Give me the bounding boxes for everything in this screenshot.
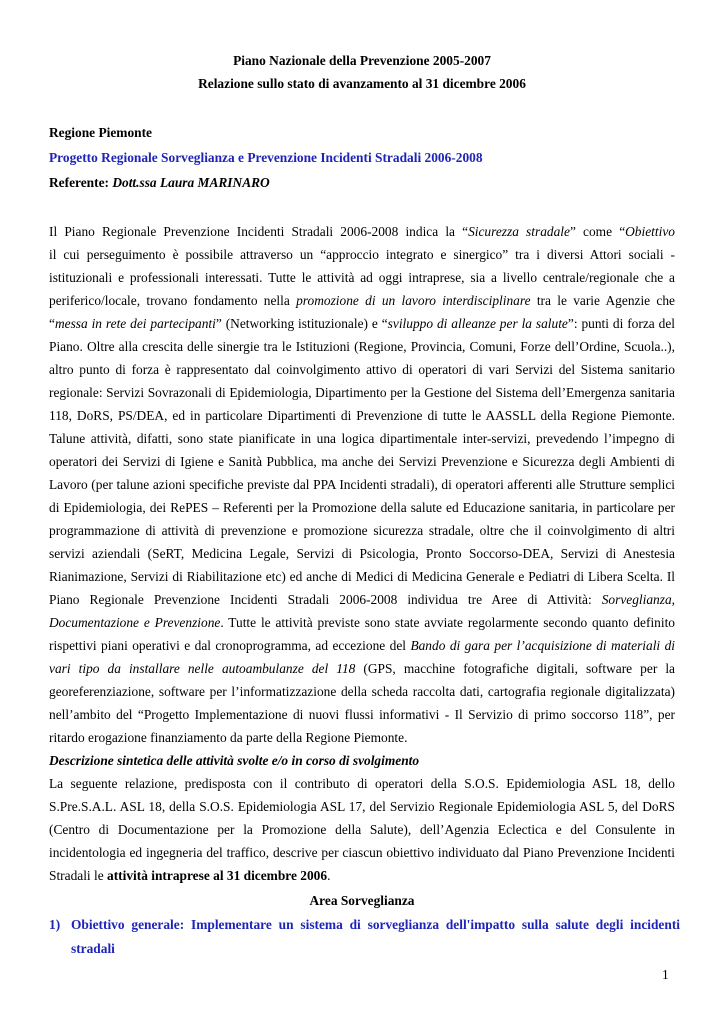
paragraph-1-line-9: 118, DoRS, PS/DEA, ed in particolare Dipartimenti di Prevenzione di tutte le AASSLL della Regione Piemonte. xyxy=(49,408,675,423)
document-subtitle: Relazione sullo stato di avanzamento al 31 dicembre 2006 xyxy=(198,76,526,91)
referent-name: Dott.ssa Laura MARINARO xyxy=(112,175,270,190)
paragraph-1-line-7: altro punto di forza è rappresentato dal coinvolgimento attivo di operatori di vari Servizi del Sistema sanitario xyxy=(49,362,675,377)
paragraph-1-line-1: Il Piano Regionale Prevenzione Incidenti Stradali 2006-2008 indica la “Sicurezza stradale” come “Obiettivo xyxy=(49,224,675,239)
paragraph-1-line-11: operatori dei Servizi di Igiene e Sanità Pubblica, ma anche dei Servizi Prevenzione e Sicurezza degli Ambienti di xyxy=(49,454,675,469)
paragraph-1-line-22: nell’ambito del “Progetto Implementazione di nuovi flussi informativi - Il Servizio di primo soccorso 118”, per xyxy=(49,707,675,722)
paragraph-1-line-5: “messa in rete dei partecipanti” (Networking istituzionale) e “sviluppo di alleanze per la salute”: punti di forza del xyxy=(49,316,675,331)
paragraph-1-line-4: periferico/locale, trovano fondamento nella promozione di un lavoro interdisciplinare tra le varie Agenzie che xyxy=(49,293,675,308)
paragraph-1-line-3: istituzionali e professionali interessati. Tutte le attività ad oggi intraprese, sia a livello centrale/regionale che a xyxy=(49,270,675,285)
objective-line-2: stradali xyxy=(71,941,115,956)
paragraph-1-line-16: Rianimazione, Servizi di Riabilitazione etc) ed anche di Medici di Medicina Generale e Pediatri di Libera Scelta. Il xyxy=(49,569,675,584)
paragraph-1-line-19: rispettivi piani operativi e dal cronoprogramma, ad eccezione del Bando di gara per l’acquisizione di materiali di xyxy=(49,638,675,653)
paragraph-1-line-18: Documentazione e Prevenzione. Tutte le attività previste sono state avviate regolarmente secondo quanto definito xyxy=(49,615,675,630)
paragraph-1-line-13: di Epidemiologia, dei RePES – Referenti per la Promozione della salute ed Educazione sanitaria, in particolare per xyxy=(49,500,675,515)
paragraph-1-line-6: Piano. Oltre alla crescita delle sinergie tra le Istituzioni (Regione, Provincia, Comuni, Forze dell’Ordine, Scuola..), xyxy=(49,339,675,354)
referent-label: Referente: xyxy=(49,175,109,190)
referent-line xyxy=(49,175,270,191)
paragraph-1-line-17: Piano Regionale Prevenzione Incidenti Stradali 2006-2008 individua tre Aree di Attività: Sorveglianza, xyxy=(49,592,675,607)
paragraph-1-line-8: regionale: Servizi Sovrazonali di Epidemiologia, Dipartimento per la Gestione del Sistema dell’Emergenza sanitaria xyxy=(49,385,675,400)
paragraph-2-line-1: La seguente relazione, predisposta con il contributo di operatori della S.O.S. Epidemiologia ASL 18, dello xyxy=(49,776,675,791)
paragraph-1-line-20: vari tipo da installare nelle autoambulanze del 118 (GPS, macchine fotografiche digitali, software per la xyxy=(49,661,675,676)
section-heading: Descrizione sintetica delle attività svolte e/o in corso di svolgimento xyxy=(49,753,420,768)
objective-number: 1) xyxy=(49,917,61,932)
paragraph-1-line-2: il cui perseguimento è possibile attraverso un “approccio integrato e sinergico” tra i diversi Attori sociali - xyxy=(49,247,675,262)
paragraph-1-line-15: servizi aziendali (SeRT, Medicina Legale, Servizi di Psicologia, Pronto Soccorso-DEA, Servizi di Anestesia xyxy=(49,546,675,561)
objective-line-1: Obiettivo generale: Implementare un sistema di sorveglianza dell'impatto sulla salute degli incidenti xyxy=(71,917,680,932)
paragraph-1-line-14: programmazione di attività di prevenzione e promozione sicurezza stradale, oltre che il coinvolgimento di altri xyxy=(49,523,675,538)
area-heading: Area Sorveglianza xyxy=(309,893,415,908)
paragraph-2-line-3: (Centro di Documentazione per la Promozione della Salute), dell’Agenzia Eclectica e del Consulente in xyxy=(49,822,675,837)
page-number: 1 xyxy=(662,967,669,982)
document-title: Piano Nazionale della Prevenzione 2005-2007 xyxy=(233,53,491,68)
paragraph-1-line-21: georeferenziazione, software per l’informatizzazione della scheda raccolta dati, cartografia regionale digitalizzata) xyxy=(49,684,675,699)
paragraph-2-line-2: S.Pre.S.A.L. ASL 18, della S.O.S. Epidemiologia ASL 17, del Servizio Regionale Epidemiologia ASL 5, del DoRS xyxy=(49,799,675,814)
paragraph-1-line-23: ritardo erogazione finanziamento da parte della Regione Piemonte. xyxy=(49,730,408,745)
paragraph-2-line-5: Stradali le attività intraprese al 31 dicembre 2006. xyxy=(49,868,331,883)
project-heading: Progetto Regionale Sorveglianza e Prevenzione Incidenti Stradali 2006-2008 xyxy=(49,150,483,165)
paragraph-2-line-4: incidentologia ed ingegneria del traffico, descrive per ciascun obiettivo individuato dal Piano Prevenzione Incidenti xyxy=(49,845,675,860)
region-heading: Regione Piemonte xyxy=(49,125,153,140)
paragraph-1-line-12: Lavoro (per talune azioni specifiche previste dal PPA Incidenti stradali), di operatori afferenti alle Strutture semplici xyxy=(49,477,675,492)
paragraph-1-line-10: Talune attività, difatti, sono state pianificate in una logica dipartimentale inter-servizi, prevedendo l’impegno di xyxy=(49,431,675,446)
